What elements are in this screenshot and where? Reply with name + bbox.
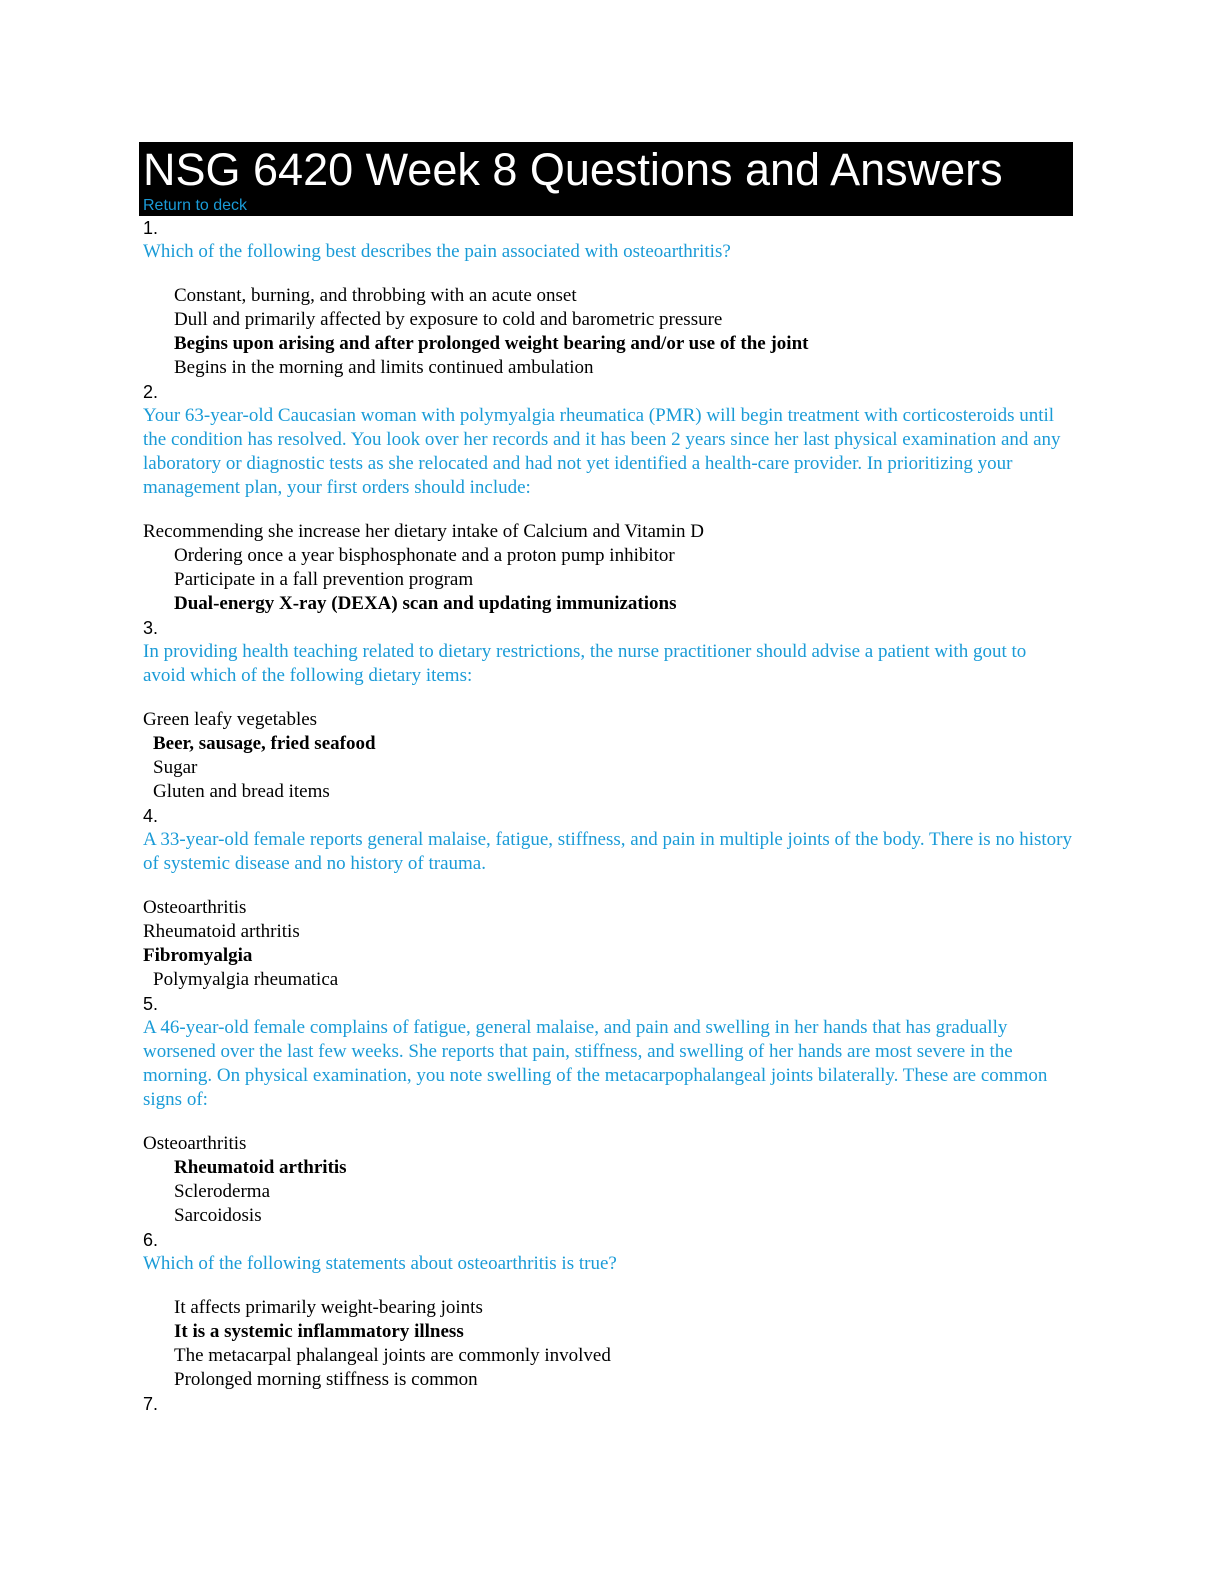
answer-option: Scleroderma (174, 1181, 271, 1202)
question-number: 4. (143, 806, 159, 826)
question-block (143, 1392, 1073, 1416)
question-block (143, 216, 1073, 380)
question-block (143, 380, 1073, 616)
answer-option: Ordering once a year bisphosphonate and a proton pump inhibitor (174, 545, 675, 566)
answer-option: Sarcoidosis (174, 1205, 262, 1226)
question-block (143, 616, 1073, 804)
answer-option: Gluten and bread items (153, 781, 330, 802)
question-number: 2. (143, 382, 159, 402)
question-text: Which of the following best describes the pain associated with osteoarthritis? (143, 241, 731, 262)
correct-answer-option: It is a systemic inflammatory illness (174, 1321, 464, 1342)
question-text: A 33-year-old female reports general malaise, fatigue, stiffness, and pain in multiple joints of the body. There is no history of systemic disease and no history of trauma. (143, 829, 1072, 874)
answer-option: Polymyalgia rheumatica (153, 969, 339, 990)
correct-answer-option: Fibromyalgia (143, 945, 253, 966)
answer-option: Dull and primarily affected by exposure to cold and barometric pressure (174, 309, 723, 330)
answer-option: Constant, burning, and throbbing with an acute onset (174, 285, 577, 306)
question-block (143, 804, 1073, 992)
question-block (143, 1228, 1073, 1392)
question-number: 7. (143, 1394, 159, 1414)
question-block (143, 992, 1073, 1228)
question-number: 3. (143, 618, 159, 638)
page-title: NSG 6420 Week 8 Questions and Answers (143, 144, 1003, 195)
correct-answer-option: Rheumatoid arthritis (174, 1157, 347, 1178)
correct-answer-option: Begins upon arising and after prolonged weight bearing and/or use of the joint (174, 333, 809, 354)
answer-option: Begins in the morning and limits continued ambulation (174, 357, 594, 378)
return-to-deck-link[interactable]: Return to deck (143, 197, 248, 214)
answer-option: Rheumatoid arthritis (143, 921, 300, 942)
correct-answer-option: Beer, sausage, fried seafood (153, 733, 376, 754)
answer-option: Prolonged morning stiffness is common (174, 1369, 478, 1390)
question-number: 6. (143, 1230, 159, 1250)
question-text: In providing health teaching related to dietary restrictions, the nurse practitioner should advise a patient with gout to avoid which of the following dietary items: (143, 641, 1027, 686)
questions-list (143, 216, 1073, 1416)
answer-option: Recommending she increase her dietary intake of Calcium and Vitamin D (143, 521, 704, 542)
question-number: 5. (143, 994, 159, 1014)
question-text: Which of the following statements about osteoarthritis is true? (143, 1253, 617, 1274)
answer-option: Green leafy vegetables (143, 709, 318, 730)
page-header (139, 142, 1073, 216)
answer-option: Participate in a fall prevention program (174, 569, 474, 590)
question-number: 1. (143, 218, 159, 238)
answer-option: Osteoarthritis (143, 897, 247, 918)
question-text: Your 63-year-old Caucasian woman with polymyalgia rheumatica (PMR) will begin treatment with corticosteroids until the condition has resolved. You look over her records and it has been 2 years since her last physical examination and any laboratory or diagnostic tests as she relocated and had not yet identified a health-care provider. In prioritizing your management plan, your first orders should include: (143, 405, 1061, 498)
answer-option: Osteoarthritis (143, 1133, 247, 1154)
correct-answer-option: Dual-energy X-ray (DEXA) scan and updating immunizations (174, 593, 677, 614)
answer-option: Sugar (153, 757, 198, 778)
answer-option: It affects primarily weight-bearing joints (174, 1297, 483, 1318)
answer-option: The metacarpal phalangeal joints are commonly involved (174, 1345, 611, 1366)
question-text: A 46-year-old female complains of fatigue, general malaise, and pain and swelling in her hands that has gradually worsened over the last few weeks. She reports that pain, stiffness, and swelling of her hands are most severe in the morning. On physical examination, you note swelling of the metacarpophalangeal joints bilaterally. These are common signs of: (143, 1017, 1048, 1110)
